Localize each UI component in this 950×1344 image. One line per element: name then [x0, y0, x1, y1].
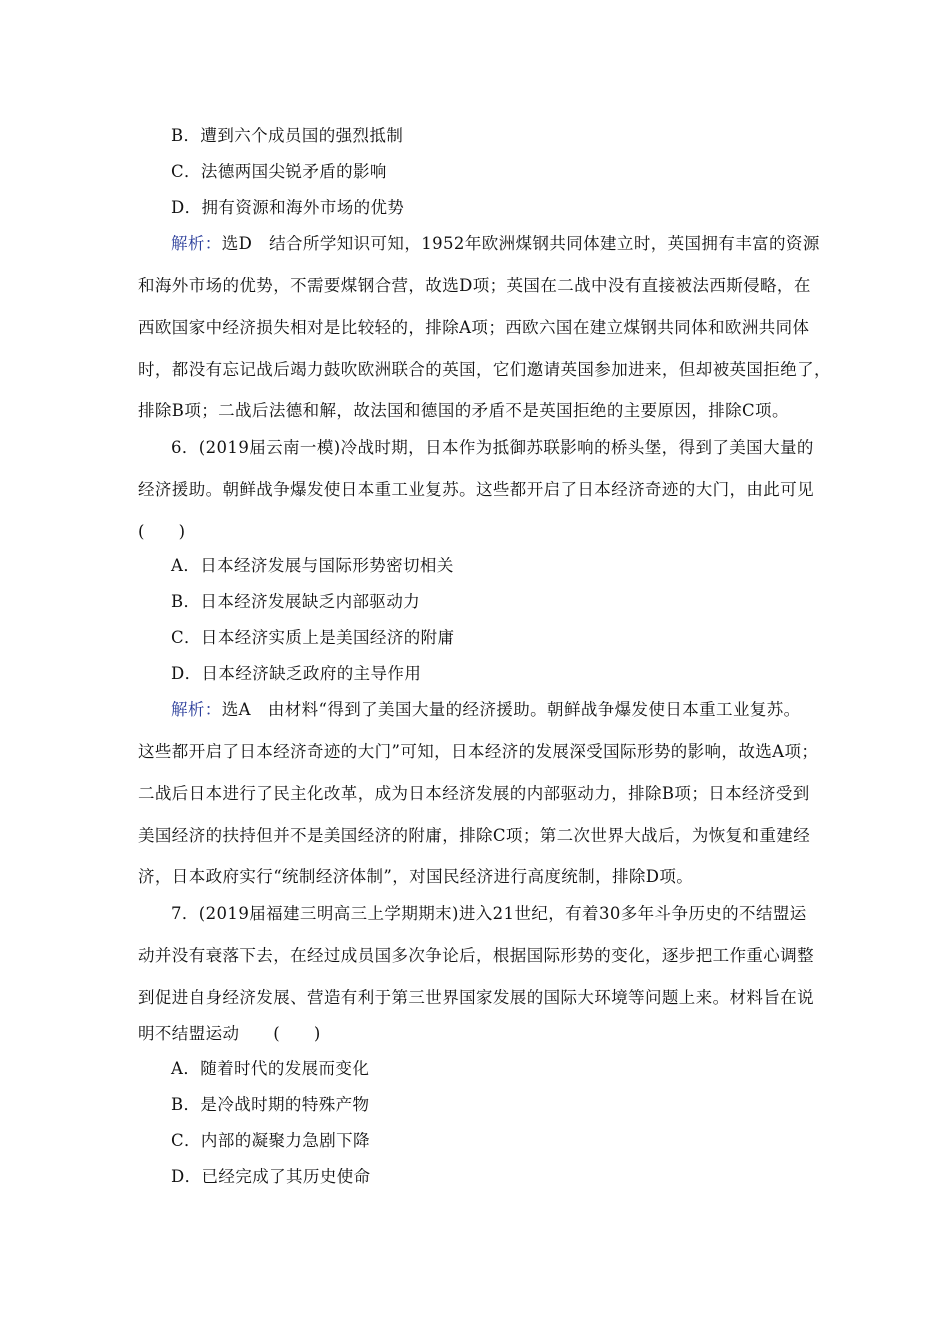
q6-analysis-line-4: 美国经济的扶持但并不是美国经济的附庸，排除C项；第二次世界大战后，为恢复和重建经: [138, 826, 811, 845]
q5-analysis-line-4: 时，都没有忘记战后竭力鼓吹欧洲联合的英国，它们邀请英国参加进来，但却被英国拒绝了，: [138, 360, 831, 379]
q6-analysis-label: 解析：: [171, 700, 222, 719]
q7-option-d: D．已经完成了其历史使命: [171, 1167, 371, 1186]
q7-stem-line-4: 明不结盟运动 ( ): [138, 1024, 321, 1043]
q6-option-b: B．日本经济发展缺乏内部驱动力: [171, 592, 421, 611]
q5-analysis-line-3: 西欧国家中经济损失相对是比较轻的，排除A项；西欧六国在建立煤钢共同体和欧洲共同体: [138, 318, 810, 337]
q6-stem-line-1: 6．(2019届云南一模)冷战时期，日本作为抵御苏联影响的桥头堡，得到了美国大量的: [171, 438, 814, 457]
q5-analysis-line-5: 排除B项；二战后法德和解，故法国和德国的矛盾不是英国拒绝的主要原因，排除C项。: [138, 401, 789, 420]
q5-analysis-text-1: 选D 结合所学知识可知，1952年欧洲煤钢共同体建立时，英国拥有丰富的资源: [221, 234, 820, 253]
q5-analysis-line-1: [171, 233, 828, 255]
q6-analysis-text-1: 选A 由材料“得到了美国大量的经济援助。朝鲜战争爆发使日本重工业复苏。: [221, 700, 801, 719]
q6-analysis-line-5: 济，日本政府实行“统制经济体制”，对国民经济进行高度统制，排除D项。: [138, 867, 694, 886]
q6-stem-line-2: 经济援助。朝鲜战争爆发使日本重工业复苏。这些都开启了日本经济奇迹的大门，由此可见: [138, 480, 814, 499]
q5-option-c: C．法德两国尖锐矛盾的影响: [171, 162, 387, 181]
q5-option-b: B．遭到六个成员国的强烈抵制: [171, 126, 404, 145]
q7-stem-line-2: 动并没有衰落下去，在经过成员国多次争论后，根据国际形势的变化，逐步把工作重心调整: [138, 946, 814, 965]
q7-stem-line-1: 7．(2019届福建三明高三上学期期末)进入21世纪，有着30多年斗争历史的不结盟运: [171, 904, 807, 923]
q6-option-d: D．日本经济缺乏政府的主导作用: [171, 664, 422, 683]
q6-option-a: A．日本经济发展与国际形势密切相关: [171, 556, 454, 575]
q7-option-a: A．随着时代的发展而变化: [171, 1059, 370, 1078]
q5-analysis-line-2: 和海外市场的优势，不需要煤钢合营，故选D项；英国在二战中没有直接被法西斯侵略，在: [138, 276, 811, 295]
q6-analysis-line-2: 这些都开启了日本经济奇迹的大门”可知，日本经济的发展深受国际形势的影响，故选A项；: [138, 742, 819, 761]
q7-option-c: C．内部的凝聚力急剧下降: [171, 1131, 370, 1150]
q6-answer-blank: ( ): [138, 522, 186, 541]
q7-stem-line-3: 到促进自身经济发展、营造有利于第三世界国家发展的国际大环境等问题上来。材料旨在说: [138, 988, 814, 1007]
q6-option-c: C．日本经济实质上是美国经济的附庸: [171, 628, 455, 647]
q5-analysis-label: 解析：: [171, 234, 222, 253]
q5-option-d: D．拥有资源和海外市场的优势: [171, 198, 405, 217]
q7-option-b: B．是冷战时期的特殊产物: [171, 1095, 370, 1114]
q6-analysis-line-1: [171, 699, 828, 721]
q6-analysis-line-3: 二战后日本进行了民主化改革，成为日本经济发展的内部驱动力，排除B项；日本经济受到: [138, 784, 810, 803]
